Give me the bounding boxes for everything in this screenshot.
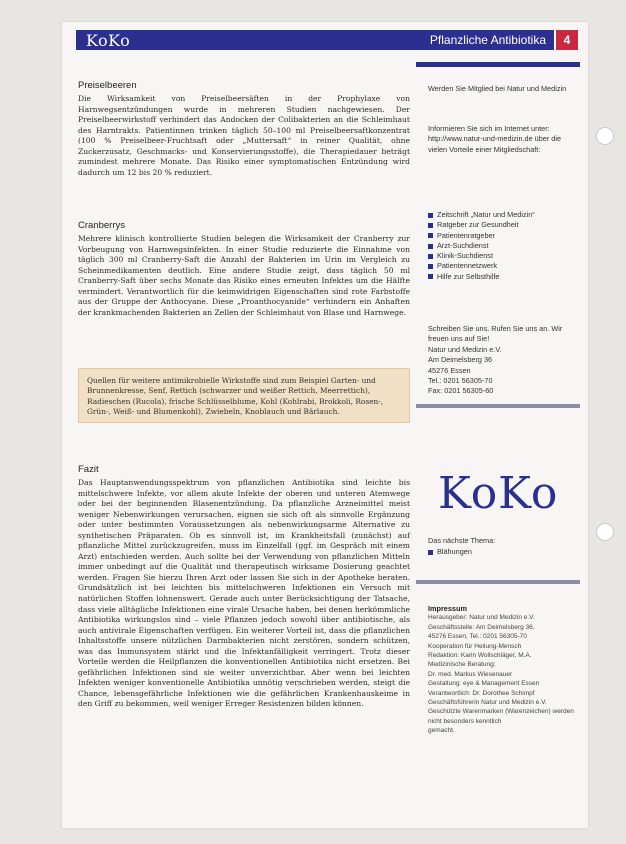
impressum-line: gemacht. bbox=[428, 727, 455, 735]
punch-hole bbox=[596, 523, 614, 541]
impressum-line: Kooperation für Heilung-Mensch bbox=[428, 642, 522, 650]
impressum-line: Medizinische Beratung: bbox=[428, 661, 496, 669]
benefit-text: Zeitschrift „Natur und Medizin“ bbox=[437, 210, 535, 219]
next-topic-label: Das nächste Thema: bbox=[428, 536, 496, 545]
contact-intro: Schreiben Sie uns. Rufen Sie uns an. Wir freuen uns auf Sie! bbox=[428, 324, 563, 344]
bullet-square-icon bbox=[428, 244, 433, 249]
section-title: Fazit bbox=[78, 464, 99, 475]
impressum-line: Gestaltung: eye & Management Essen bbox=[428, 680, 540, 688]
bullet-square-icon bbox=[428, 254, 433, 259]
sidebar-band bbox=[416, 62, 580, 67]
sidebar-band bbox=[416, 404, 580, 408]
impressum-line: Geschützte Warenmarken (Warenzeichen) werden nicht besonders kenntlich bbox=[428, 708, 574, 725]
section-cranberrys bbox=[78, 220, 410, 318]
impressum-line: Herausgeber: Natur und Medizin e.V. bbox=[428, 614, 535, 622]
benefit-item bbox=[428, 261, 578, 271]
header-logo: KoKo bbox=[86, 30, 131, 50]
punch-hole bbox=[596, 127, 614, 145]
koko-logo: KoKo bbox=[438, 468, 559, 519]
membership-info: Informieren Sie sich im Internet unter: http://www.natur-und-medizin.de über die vielen Vorteile einer Mitgliedschaft: bbox=[428, 124, 562, 154]
section-text: Die Wirksamkeit von Preiselbeersäften in der Prophylaxe von Harnwegsentzündungen wurde in mehreren Studien nachgewiesen. Der Preiselbeerwirkstoff verhindert das Andocken der Colibakterien an die Schleimhaut des Harntrakts. Patientinnen trinken täglich 50–100 ml Preiselbeersaftkonzentrat (100 % Preiselbeer-Fruchtsaft oder „Muttersaft“ in reiner Qualität, ohne Zuckerzusatz, Geschmacks- und Konservierungsstoffe), die Therapiedauer beträgt zumindest mehrere Monate. Das Risiko einer symptomatischen Entzündung wird dadurch um 12 bis 20 % reduziert. bbox=[78, 94, 410, 177]
bullet-square-icon bbox=[428, 223, 433, 228]
section-text: Mehrere klinisch kontrollierte Studien belegen die Wirksamkeit der Cranberry zur Vorbeugung von Harnwegsinfekten. In einer Studie reduzierte die Einnahme von täglich 300 ml Cranberry-Saft die Anzahl der Bakterien im Urin im Vergleich zu Scheinmedikamenten deutlich. Eine andere Studie zeigt, dass täglich 50 ml Cranberry-Saft über sechs Monate das Risiko eines erneuten Infektes um die Hälfte vermindert. Verantwortlich für die keimwidrigen Eigenschaften sind rote Farbstoffe aus der Gruppe der Anthocyane. Diese „Proanthocyanide“ verhindern ein Anhaften der krankmachenden Bakterien an Zellen der Schleimhaut von Blase und Harnwege. bbox=[78, 234, 410, 317]
next-topic bbox=[428, 547, 578, 557]
bullet-square-icon bbox=[428, 550, 433, 555]
benefit-text: Patientenratgeber bbox=[437, 230, 496, 240]
impressum bbox=[428, 604, 578, 736]
section-text: Das Hauptanwendungsspektrum von pflanzlichen Antibiotika sind leichte bis mittelschwere Infekte, vor allem akute Infekte der oberen und unteren Atemwege oder bei der beginnenden Blasenentzündung. Da pflanzliche Arzneimittel meist weniger Nebenwirkungen verursachen, eignen sie sich oft als sinnvolle Ergänzung oder unter bestimmten Voraussetzungen als nebenwirkungsarme Alternative zu synthetischen Präparaten. Ob es sinnvoll ist, im Krankheitsfall (zunächst) auf pflanzliche Mittel zurückzugreifen, muss im Einzelfall (ggf. im Gespräch mit einem Arzt) entschieden werden. Auch sollte bei der Verwendung von pflanzlichen Mitteln immer unbedingt auf die Qualität und therapeutisch wirksame Dosierung geachtet werden. Fragen Sie hierzu Ihren Arzt oder lassen Sie sich in der Apotheke beraten. Grundsätzlich ist bei leichten bis mittelschweren Infektionen ein Versuch mit natürlichen Stoffen lohnenswert. Gerade auch unter Berücksichtigung der Tatsache, dass viele alltägliche Infektionen eine virale Ursache haben, bei denen herkömmliche Antibiotika wirkungslos sind – viele Pflanzen jedoch sowohl über antibiotische, als auch antivirale Eigenschaften verfügen. Ein weiterer Vorteil ist, dass die pflanzlichen Inhaltsstoffe unsere nützlichen Darmbakterien nicht zerstören, sondern schützen, was das Immunsystem stärkt und die Infektanfälligkeit verringert. Trotz dieser Vorteile werden die Heilpflanzen die konventionellen Antibiotika nicht ersetzen. Bei gefährlichen Infektionen sind sie weiter unverzichtbar. Aber wenn bei leichten Infekten weniger konventionelle Antibiotika unnötig verschrieben werden, steigt die Chance, lebensgefährliche Infektionen wie die gefährlichen Krankenhauskeime in den Griff zu bekommen, weil weniger Erreger Resistenzen bilden können. bbox=[78, 478, 410, 709]
section-title: Cranberrys bbox=[78, 220, 125, 231]
benefit-item bbox=[428, 272, 578, 282]
sidebar-band bbox=[416, 580, 580, 584]
impressum-line: Geschäftsführerin Natur und Medizin e.V. bbox=[428, 699, 547, 707]
section-title: Preiselbeeren bbox=[78, 80, 137, 91]
benefit-text: Hilfe zur Selbsthilfe bbox=[437, 271, 500, 281]
bullet-square-icon bbox=[428, 264, 433, 269]
benefit-text: Patientennetzwerk bbox=[437, 261, 498, 271]
benefit-item bbox=[428, 220, 578, 230]
impressum-line: Redaktion: Karin Wollschläger, M.A. bbox=[428, 652, 532, 660]
benefit-item bbox=[428, 251, 578, 261]
address-line: Fax: 0201 56305-60 bbox=[428, 386, 494, 396]
header-title: Pflanzliche Antibiotika bbox=[429, 33, 546, 47]
membership-title: Werden Sie Mitglied bei Natur und Medizin bbox=[428, 84, 567, 93]
address-line: 45276 Essen bbox=[428, 365, 471, 375]
bullet-square-icon bbox=[428, 274, 433, 279]
benefit-text: Ratgeber zur Gesundheit bbox=[437, 220, 519, 230]
benefits-list bbox=[428, 210, 578, 282]
info-box bbox=[78, 368, 410, 423]
info-box-text: Quellen für weitere antimikrobielle Wirkstoffe sind zum Beispiel Garten- und Brunnenkresse, Senf, Rettich (schwarzer und weißer Rettich, Meerrettich), Radieschen (Rucola), frische Schlüsselblume, Kohl (Kohlrabi, Brokkoli, Rosen-, Grün-, Weiß- und Blumenkohl), Zwiebeln, Knoblauch und Bärlauch. bbox=[87, 376, 384, 417]
bullet-square-icon bbox=[428, 233, 433, 238]
benefit-text: Arzt-Suchdienst bbox=[437, 240, 489, 250]
section-preiselbeeren bbox=[78, 80, 410, 178]
page-number: 4 bbox=[554, 30, 578, 50]
benefit-text: Klinik-Suchdienst bbox=[437, 251, 493, 261]
impressum-line: Geschäftsstelle: Am Deimelsberg 36, bbox=[428, 623, 535, 631]
impressum-title: Impressum bbox=[428, 604, 467, 613]
next-topic-text: Blähungen bbox=[437, 547, 472, 556]
page-header bbox=[76, 30, 578, 50]
address-line: Tel.: 0201 56305-70 bbox=[428, 375, 493, 385]
impressum-line: Dr. med. Markus Wiesenauer bbox=[428, 670, 513, 678]
address-block bbox=[428, 345, 578, 396]
benefit-item bbox=[428, 210, 578, 220]
address-line: Natur und Medizin e.V. bbox=[428, 345, 502, 354]
benefit-item bbox=[428, 231, 578, 241]
impressum-line: Verantwortlich: Dr. Dorothee Schimpf bbox=[428, 689, 535, 697]
address-line: Am Deimelsberg 36 bbox=[428, 355, 493, 365]
impressum-line: 45276 Essen, Tel.: 0201 56305-70 bbox=[428, 633, 527, 641]
bullet-square-icon bbox=[428, 213, 433, 218]
sidebar bbox=[416, 62, 580, 822]
section-fazit bbox=[78, 464, 410, 710]
benefit-item bbox=[428, 241, 578, 251]
